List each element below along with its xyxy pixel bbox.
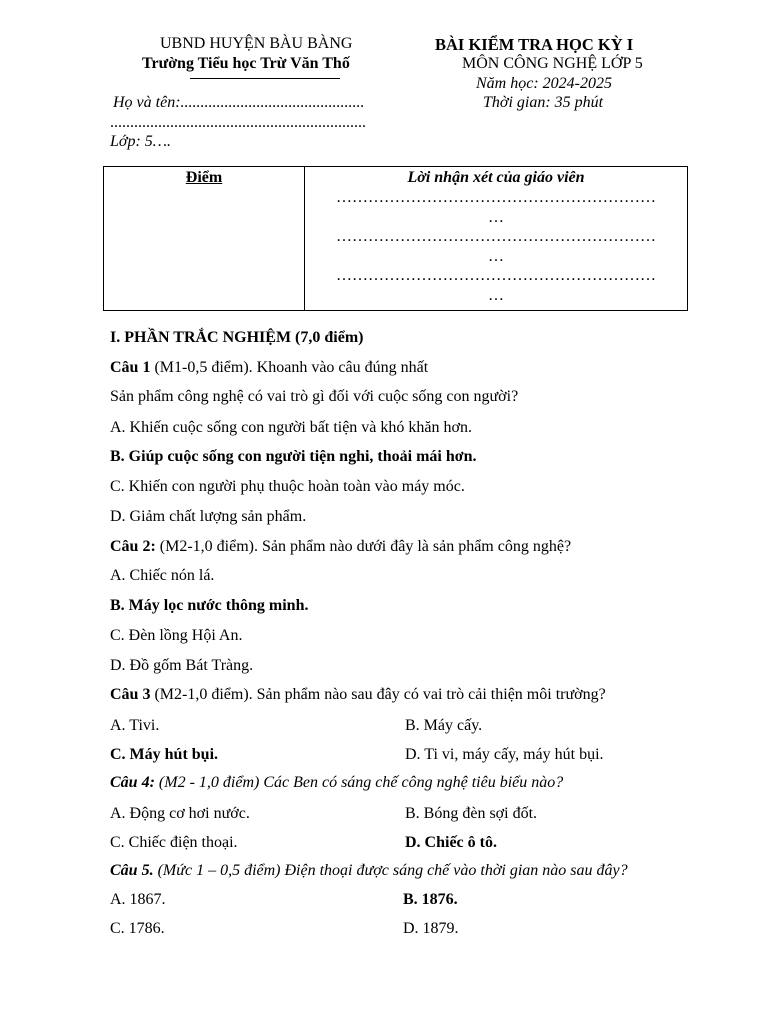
question-3-option-b[interactable]: B. Máy cấy. bbox=[405, 717, 483, 734]
question-5-option-a[interactable]: A. 1867. bbox=[110, 891, 166, 908]
comment-line: …………………………………………………… bbox=[336, 189, 656, 206]
score-cell[interactable] bbox=[104, 167, 305, 311]
comment-line: …………………………………………………… bbox=[336, 228, 656, 245]
student-name-field[interactable]: Họ và tên:.............................................. bbox=[113, 94, 365, 111]
question-1-option-d[interactable]: D. Giảm chất lượng sản phẩm. bbox=[110, 508, 307, 525]
comment-line: … bbox=[488, 247, 504, 265]
question-2-option-b[interactable]: B. Máy lọc nước thông minh. bbox=[110, 597, 309, 614]
question-3-option-c[interactable]: C. Máy hút bụi. bbox=[110, 746, 219, 763]
district-name: UBND HUYỆN BÀU BÀNG bbox=[160, 35, 353, 52]
question-1-option-b[interactable]: B. Giúp cuộc sống con người tiện nghi, thoải mái hơn. bbox=[110, 448, 477, 465]
question-2-option-a[interactable]: A. Chiếc nón lá. bbox=[110, 567, 215, 584]
question-3-option-d[interactable]: D. Ti vi, máy cấy, máy hút bụi. bbox=[405, 746, 604, 763]
question-4-option-b[interactable]: B. Bóng đèn sợi đốt. bbox=[405, 805, 538, 822]
question-4-label: Câu 4: bbox=[110, 774, 155, 791]
question-5-option-c[interactable]: C. 1786. bbox=[110, 920, 165, 937]
comment-header: Lời nhận xét của giáo viên bbox=[407, 169, 585, 186]
grade-table bbox=[103, 166, 688, 311]
exam-title: BÀI KIỂM TRA HỌC KỲ I bbox=[435, 35, 634, 54]
school-year: Năm học: 2024-2025 bbox=[476, 75, 612, 92]
exam-subject: MÔN CÔNG NGHỆ LỚP 5 bbox=[462, 55, 643, 72]
section-title: I. PHẦN TRẮC NGHIỆM (7,0 điểm) bbox=[110, 329, 364, 346]
question-5-option-b[interactable]: B. 1876. bbox=[403, 891, 458, 908]
question-4-option-c[interactable]: C. Chiếc điện thoại. bbox=[110, 834, 238, 851]
question-4-option-d[interactable]: D. Chiếc ô tô. bbox=[405, 834, 497, 851]
question-2-option-c[interactable]: C. Đèn lồng Hội An. bbox=[110, 627, 243, 644]
question-1-meta: (M1-0,5 điểm). Khoanh vào câu đúng nhất bbox=[150, 359, 429, 376]
question-3-label: Câu 3 bbox=[110, 686, 151, 703]
question-1-label: Câu 1 bbox=[110, 359, 151, 376]
comment-line: …………………………………………………… bbox=[336, 267, 656, 284]
comment-line: … bbox=[488, 208, 504, 226]
question-2-option-d[interactable]: D. Đồ gốm Bát Tràng. bbox=[110, 657, 254, 674]
question-3-option-a[interactable]: A. Tivi. bbox=[110, 717, 160, 734]
question-1-option-a[interactable]: A. Khiến cuộc sống con người bất tiện và khó khăn hơn. bbox=[110, 419, 472, 436]
comment-line: … bbox=[488, 286, 504, 304]
question-2-meta: (M2-1,0 điểm). Sản phẩm nào dưới đây là sản phẩm công nghệ? bbox=[155, 538, 572, 555]
exam-duration: Thời gian: 35 phút bbox=[483, 94, 604, 111]
header-divider bbox=[190, 78, 340, 79]
question-3-heading bbox=[110, 685, 606, 705]
question-5-meta: (Mức 1 – 0,5 điểm) Điện thoại được sáng chế vào thời gian nào sau đây? bbox=[153, 862, 628, 879]
question-5-option-d[interactable]: D. 1879. bbox=[403, 920, 459, 937]
question-1-option-c[interactable]: C. Khiến con người phụ thuộc hoàn toàn vào máy móc. bbox=[110, 478, 465, 495]
question-2-label: Câu 2: bbox=[110, 538, 156, 555]
question-2-heading bbox=[110, 537, 571, 557]
comment-cell[interactable] bbox=[305, 167, 688, 311]
question-4-heading bbox=[110, 773, 563, 793]
class-field[interactable]: Lớp: 5…. bbox=[110, 133, 171, 150]
question-1-heading bbox=[110, 358, 428, 378]
score-header: Điểm bbox=[185, 169, 223, 186]
student-name-continuation[interactable]: ................................................................ bbox=[110, 114, 366, 131]
question-5-heading bbox=[110, 861, 628, 881]
question-4-meta: (M2 - 1,0 điểm) Các Ben có sáng chế công nghệ tiêu biểu nào? bbox=[154, 774, 564, 791]
question-5-label: Câu 5. bbox=[110, 862, 154, 879]
question-1-text: Sản phẩm công nghệ có vai trò gì đối với cuộc sống con người? bbox=[110, 388, 519, 405]
question-4-option-a[interactable]: A. Động cơ hơi nước. bbox=[110, 805, 250, 822]
school-name: Trường Tiểu học Trừ Văn Thố bbox=[142, 55, 350, 72]
question-3-meta: (M2-1,0 điểm). Sản phẩm nào sau đây có vai trò cải thiện môi trường? bbox=[150, 686, 606, 703]
